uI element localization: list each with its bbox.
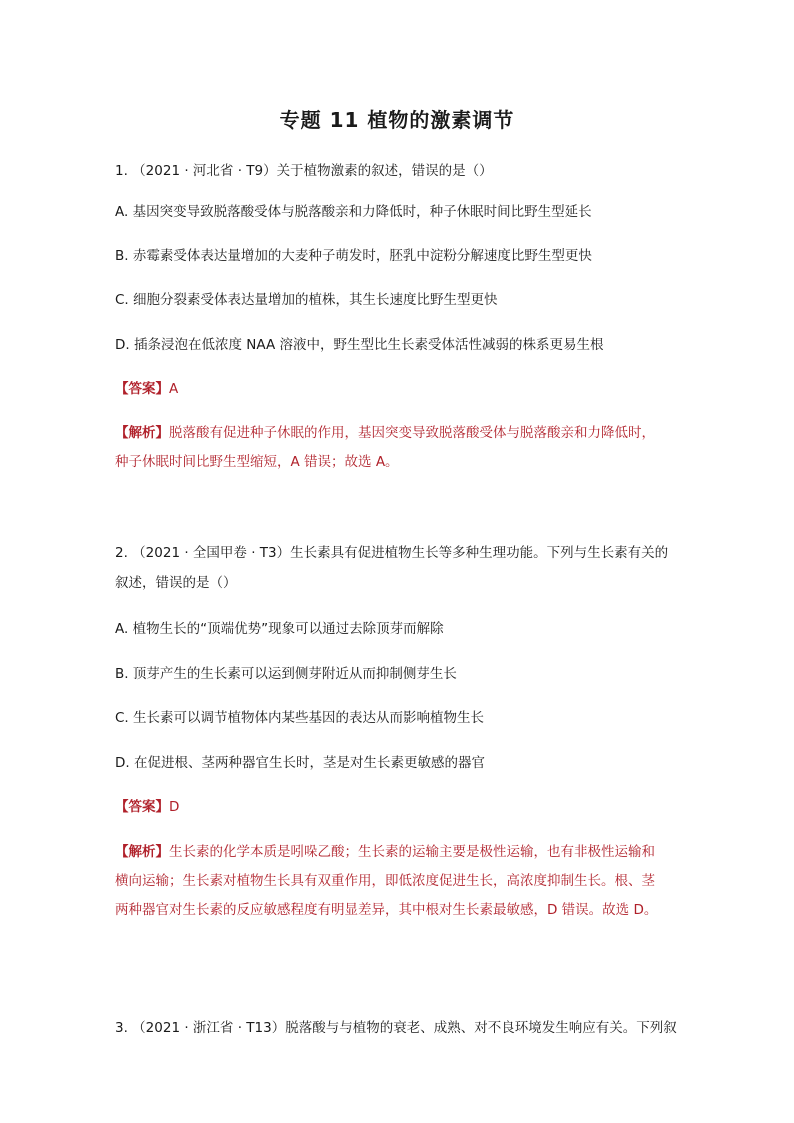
analysis-line-3: 两种器官对生长素的反应敏感程度有明显差异，其中根对生长素最敏感，D 错误。故选 D。 [115,902,658,918]
question-1-stem: 1. （2021 · 河北省 · T9）关于植物激素的叙述，错误的是（） [115,163,493,179]
question-2-option-c: C. 生长素可以调节植物体内某些基因的表达从而影响植物生长 [115,710,485,726]
answer-tag: 【答案】 [115,381,169,397]
question-1-option-a: A. 基因突变导致脱落酸受体与脱落酸亲和力降低时，种子休眠时间比野生型延长 [115,204,592,220]
question-1-analysis [115,422,690,473]
analysis-line-2: 种子休眠时间比野生型缩短，A 错误；故选 A。 [115,454,399,470]
analysis-line-2: 横向运输；生长素对植物生长具有双重作用，即低浓度促进生长，高浓度抑制生长。根、茎 [115,873,655,889]
question-2-stem-line-1: 2. （2021 · 全国甲卷 · T3）生长素具有促进植物生长等多种生理功能。下列与生长素有关的 [115,545,669,561]
question-3-stem-line-1: 3. （2021 · 浙江省 · T13）脱落酸与与植物的衰老、成熟、对不良环境发生响应有关。下列叙 [115,1020,677,1036]
question-1-answer [115,378,690,400]
question-2-option-a: A. 植物生长的“顶端优势”现象可以通过去除顶芽而解除 [115,621,444,637]
analysis-line-1: 脱落酸有促进种子休眠的作用，基因突变导致脱落酸受体与脱落酸亲和力降低时， [169,425,655,441]
question-2-answer [115,796,690,818]
question-1-option-c: C. 细胞分裂素受体表达量增加的植株，其生长速度比野生型更快 [115,292,498,308]
page-title: 专题 11 植物的激素调节 [279,108,515,132]
question-2-option-b: B. 顶芽产生的生长素可以运到侧芽附近从而抑制侧芽生长 [115,666,457,682]
analysis-tag: 【解析】 [115,425,169,441]
answer-tag: 【答案】 [115,799,169,815]
question-2-stem-line-2: 叙述，错误的是（） [115,575,237,591]
analysis-tag: 【解析】 [115,844,169,860]
question-2-option-d: D. 在促进根、茎两种器官生长时，茎是对生长素更敏感的器官 [115,755,485,771]
question-1-option-d: D. 插条浸泡在低浓度 NAA 溶液中，野生型比生长素受体活性减弱的株系更易生根 [115,337,604,353]
answer-value: A [169,381,179,397]
analysis-line-1: 生长素的化学本质是吲哚乙酸；生长素的运输主要是极性运输，也有非极性运输和 [169,844,655,860]
question-1-option-b: B. 赤霉素受体表达量增加的大麦种子萌发时，胚乳中淀粉分解速度比野生型更快 [115,248,592,264]
answer-value: D [169,799,180,815]
question-2-analysis [115,841,690,921]
